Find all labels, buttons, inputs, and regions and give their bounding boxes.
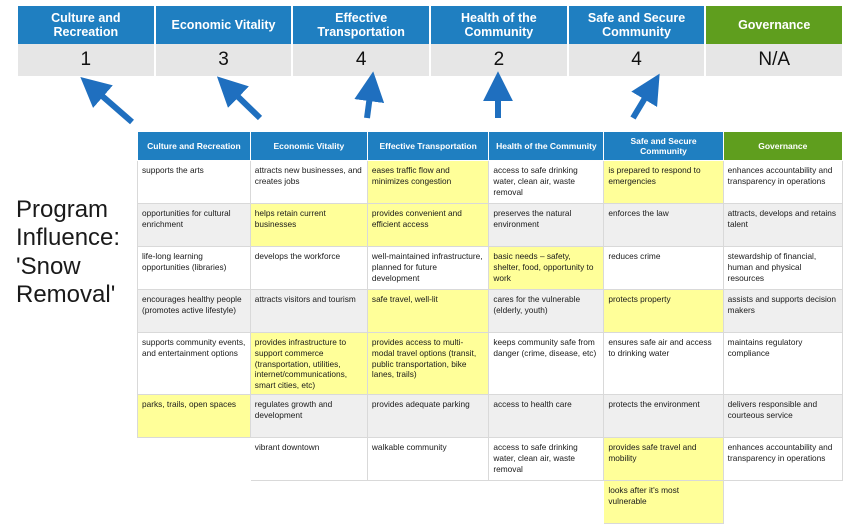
matrix-cell [138, 438, 251, 481]
matrix-cell: life-long learning opportunities (libraries) [138, 247, 251, 290]
table-row [138, 247, 843, 290]
matrix-cell [138, 481, 251, 524]
score-band [18, 44, 842, 76]
matrix-header-economic-vitality: Economic Vitality [250, 132, 367, 161]
matrix-cell: opportunities for cultural enrichment [138, 204, 251, 247]
matrix-cell: assists and supports decision makers [723, 290, 842, 333]
matrix-cell [489, 481, 604, 524]
score-economic-vitality: 3 [156, 44, 294, 76]
matrix-cell: supports community events, and entertainment options [138, 333, 251, 395]
table-row [138, 481, 843, 524]
top-header-safe-and-secure-community: Safe and Secure Community [569, 6, 707, 44]
matrix-cell: attracts visitors and tourism [250, 290, 367, 333]
matrix-header-governance: Governance [723, 132, 842, 161]
score-effective-transportation: 4 [293, 44, 431, 76]
matrix-cell: reduces crime [604, 247, 723, 290]
matrix-cell: attracts new businesses, and creates jobs [250, 161, 367, 204]
table-row [138, 395, 843, 438]
matrix-cell: provides access to multi-modal travel options (transit, public transportation, bike lanes, trails) [367, 333, 488, 395]
matrix-cell: walkable community [367, 438, 488, 481]
matrix-cell: provides convenient and efficient access [367, 204, 488, 247]
matrix-header-row [138, 132, 843, 161]
score-culture-and-recreation: 1 [18, 44, 156, 76]
matrix-cell: vibrant downtown [250, 438, 367, 481]
matrix-cell: access to health care [489, 395, 604, 438]
matrix-cell: enforces the law [604, 204, 723, 247]
matrix-cell: attracts, develops and retains talent [723, 204, 842, 247]
matrix-cell: provides infrastructure to support commerce (transportation, utilities, internet/communications, smart cities, etc) [250, 333, 367, 395]
matrix-header-health-of-the-community: Health of the Community [489, 132, 604, 161]
matrix-cell: basic needs – safety, shelter, food, opportunity to work [489, 247, 604, 290]
page-caption: Program Influence: 'Snow Removal' [16, 196, 121, 308]
matrix-cell: safe travel, well-lit [367, 290, 488, 333]
matrix-cell: protects property [604, 290, 723, 333]
arrow-icon-1 [93, 88, 132, 122]
matrix-cell: looks after it's most vulnerable [604, 481, 723, 524]
top-header-health-of-the-community: Health of the Community [431, 6, 569, 44]
table-row [138, 290, 843, 333]
top-header-effective-transportation: Effective Transportation [293, 6, 431, 44]
arrow-icon-3 [367, 88, 371, 118]
top-header-band [18, 6, 842, 44]
matrix-cell: access to safe drinking water, clean air, waste removal [489, 161, 604, 204]
matrix-cell: encourages healthy people (promotes active lifestyle) [138, 290, 251, 333]
influence-matrix-table [137, 131, 843, 524]
matrix-cell: regulates growth and development [250, 395, 367, 438]
matrix-cell: keeps community safe from danger (crime, disease, etc) [489, 333, 604, 395]
matrix-cell: ensures safe air and access to drinking water [604, 333, 723, 395]
score-safe-and-secure-community: 4 [569, 44, 707, 76]
matrix-header-safe-and-secure-community: Safe and Secure Community [604, 132, 723, 161]
table-row [138, 438, 843, 481]
matrix-header-effective-transportation: Effective Transportation [367, 132, 488, 161]
matrix-cell: enhances accountability and transparency in operations [723, 161, 842, 204]
matrix-cell: supports the arts [138, 161, 251, 204]
matrix-cell: access to safe drinking water, clean air, waste removal [489, 438, 604, 481]
arrow-icon-5 [633, 88, 651, 118]
matrix-cell [723, 481, 842, 524]
table-row [138, 204, 843, 247]
matrix-cell: delivers responsible and courteous service [723, 395, 842, 438]
table-row [138, 333, 843, 395]
score-governance: N/A [758, 49, 791, 70]
matrix-cell: provides safe travel and mobility [604, 438, 723, 481]
matrix-cell: parks, trails, open spaces [138, 395, 251, 438]
score-health-of-the-community: 2 [431, 44, 569, 76]
matrix-cell: is prepared to respond to emergencies [604, 161, 723, 204]
matrix-cell: enhances accountability and transparency in operations [723, 438, 842, 481]
matrix-cell [250, 481, 367, 524]
matrix-cell: cares for the vulnerable (elderly, youth) [489, 290, 604, 333]
top-header-economic-vitality: Economic Vitality [156, 6, 294, 44]
matrix-cell: preserves the natural environment [489, 204, 604, 247]
matrix-cell: provides adequate parking [367, 395, 488, 438]
matrix-cell: helps retain current businesses [250, 204, 367, 247]
table-row [138, 161, 843, 204]
arrow-icon-2 [229, 88, 260, 118]
matrix-cell: well-maintained infrastructure, planned for future development [367, 247, 488, 290]
matrix-cell: stewardship of financial, human and physical resources [723, 247, 842, 290]
matrix-cell: maintains regulatory compliance [723, 333, 842, 395]
matrix-cell [367, 481, 488, 524]
matrix-cell: eases traffic flow and minimizes congestion [367, 161, 488, 204]
matrix-cell: develops the workforce [250, 247, 367, 290]
top-header-culture-and-recreation: Culture and Recreation [18, 6, 156, 44]
matrix-header-culture-and-recreation: Culture and Recreation [138, 132, 251, 161]
matrix-cell: protects the environment [604, 395, 723, 438]
top-header-governance: Governance [706, 6, 842, 44]
